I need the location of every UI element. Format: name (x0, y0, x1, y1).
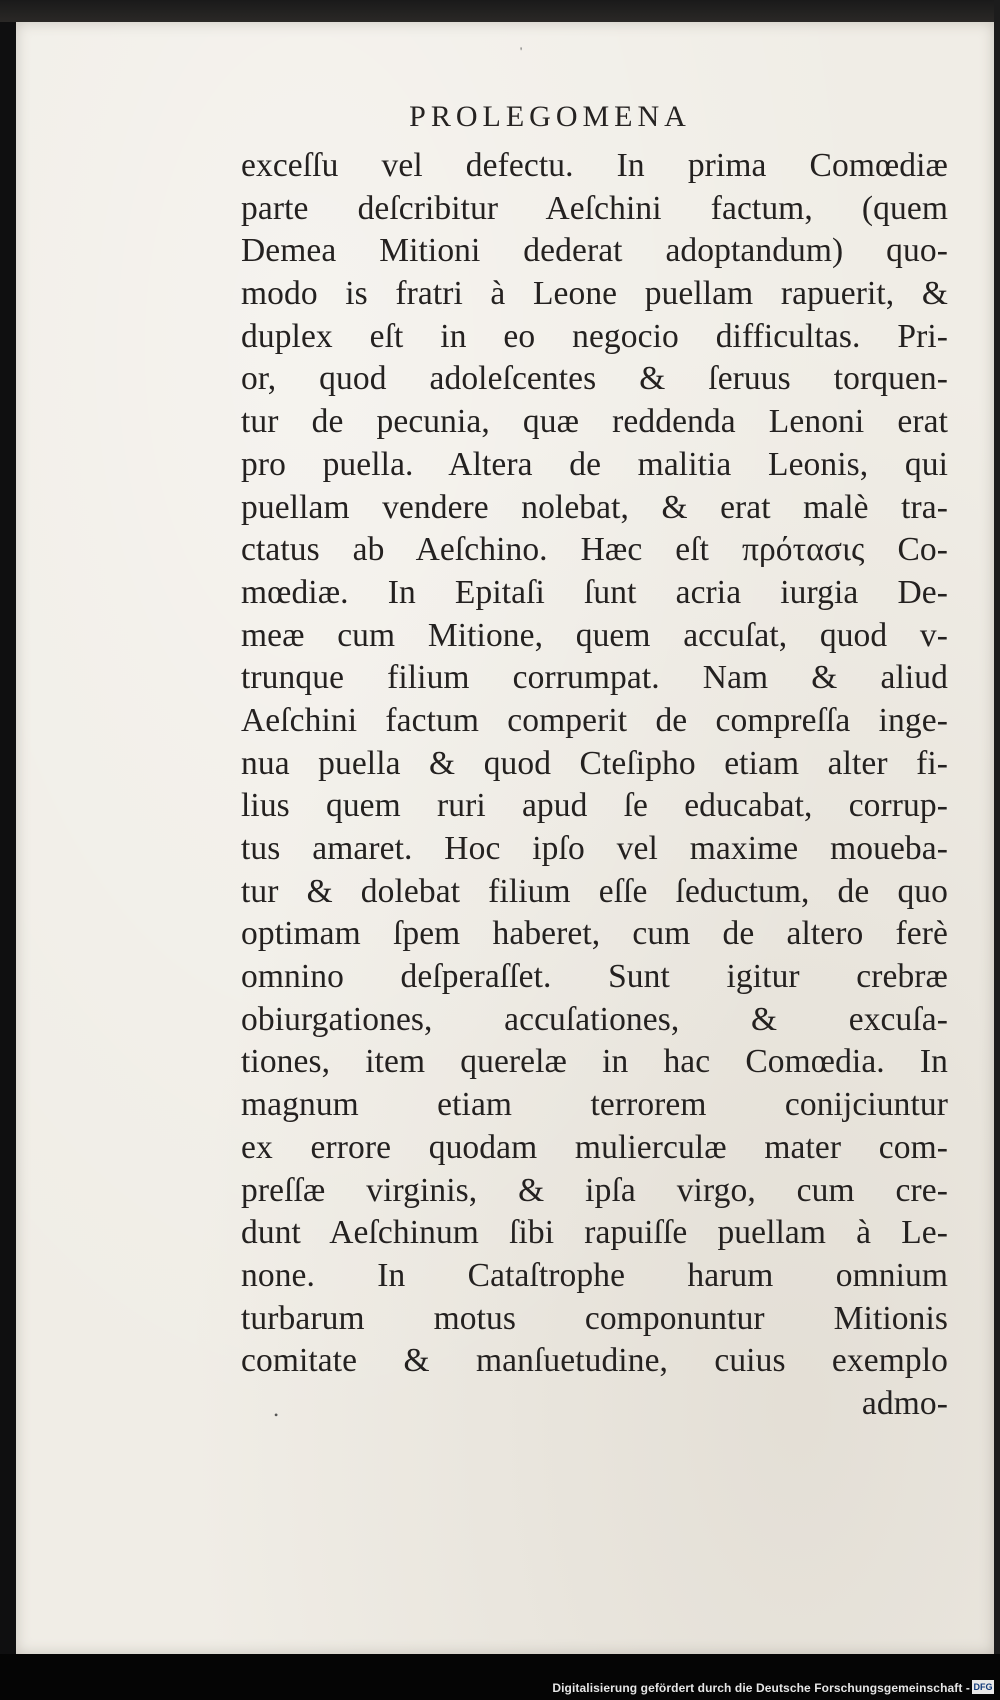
scan-top-edge (0, 0, 1000, 22)
text-line: comitate & manſuetudine, cuius exemplo (241, 1342, 948, 1380)
body-text (241, 145, 948, 1426)
text-line: tur & dolebat filium eſſe ſeductum, de quo (241, 872, 948, 910)
catchword: admo- (861, 1384, 948, 1422)
text-line: nua puella & quod Cteſipho etiam alter fi- (241, 744, 948, 782)
text-line: tus amaret. Hoc ipſo vel maxime moueba- (241, 830, 948, 867)
text-line: exceſſu vel defectu. In prima Comœdiæ (241, 147, 948, 184)
text-line: turbarum motus componuntur Mitionis (241, 1299, 948, 1337)
text-line: lius quem ruri apud ſe educabat, corrup- (241, 787, 948, 825)
funding-credit: Digitalisierung gefördert durch die Deutsche Forschungsgemeinschaft - (552, 1681, 970, 1695)
scan-right-edge (994, 0, 1000, 1700)
text-line: preſſæ virginis, & ipſa virgo, cum cre- (241, 1171, 948, 1209)
text-line: duplex eſt in eo negocio difficultas. Pri- (241, 317, 948, 355)
running-head: PROLEGOMENA (409, 100, 691, 133)
text-line: tiones, item querelæ in hac Comœdia. In (241, 1043, 948, 1081)
text-line: ctatus ab Aeſchino. Hæc eſt πρότασις Co- (241, 531, 948, 569)
text-line: obiurgationes, accuſationes, & excuſa- (241, 1000, 948, 1038)
text-line: magnum etiam terrorem conijciuntur (241, 1086, 948, 1124)
page-speck: • (274, 1408, 279, 1422)
text-line: or, quod adoleſcentes & ſeruus torquen- (241, 360, 948, 398)
page-speck: ' (520, 44, 523, 58)
text-line: pro puella. Altera de malitia Leonis, qui (241, 445, 948, 483)
text-line: tur de pecunia, quæ reddenda Lenoni erat (241, 403, 948, 441)
text-line: meæ cum Mitione, quem accuſat, quod v- (241, 616, 948, 654)
text-line: omnino deſperaſſet. Sunt igitur crebræ (241, 958, 948, 996)
text-line: ex errore quodam mulierculæ mater com- (241, 1128, 948, 1166)
text-line: optimam ſpem haberet, cum de altero ferè (241, 915, 948, 953)
text-line: parte deſcribitur Aeſchini factum, (quem (241, 189, 948, 227)
text-line: trunque filium corrumpat. Nam & aliud (241, 659, 948, 697)
text-line: none. In Cataſtrophe harum omnium (241, 1256, 948, 1294)
text-line: dunt Aeſchinum ſibi rapuiſſe puellam à Le- (241, 1214, 948, 1252)
dfg-logo: DFG (973, 1682, 993, 1692)
text-line: modo is fratri à Leone puellam rapuerit, & (241, 275, 948, 313)
text-line: mœdiæ. In Epitaſi ſunt acria iurgia De- (241, 573, 948, 611)
text-line: puellam vendere nolebat, & erat malè tra- (241, 488, 948, 526)
text-line: Demea Mitioni dederat adoptandum) quo- (241, 232, 948, 270)
text-line: Aeſchini factum comperit de compreſſa inge- (241, 701, 948, 739)
